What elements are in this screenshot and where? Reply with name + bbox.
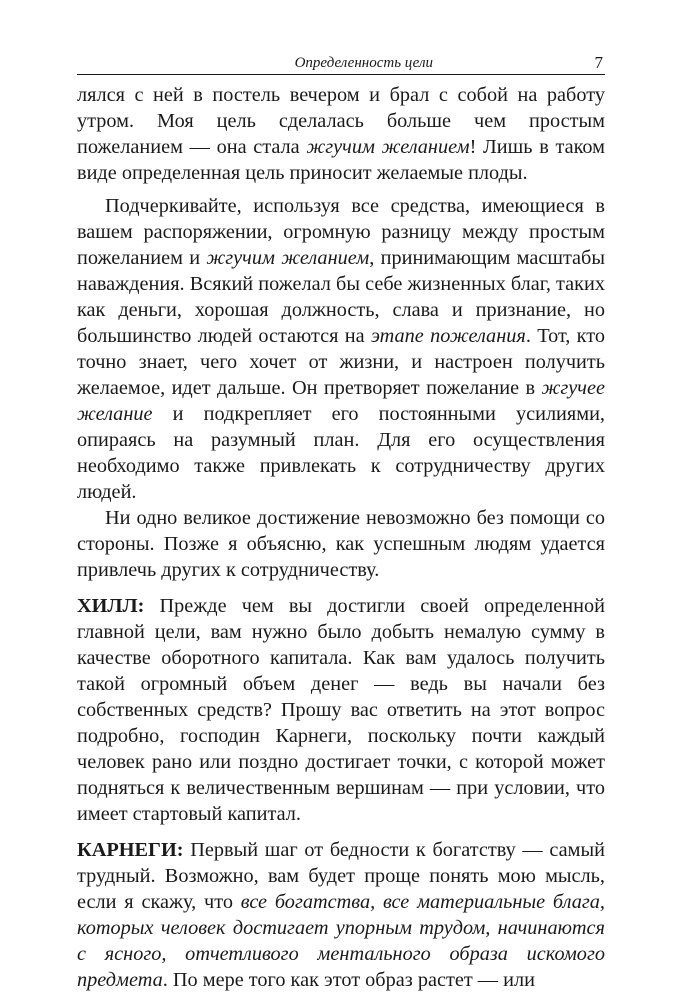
book-page	[77, 50, 605, 993]
paragraph	[77, 593, 605, 827]
page-number: 7	[594, 53, 603, 72]
emphasis-text: все богатства, все материальные блага, которых человек достигает упорным трудом, начинаются с ясного, отчетливого ментального образа искомого предмета	[77, 891, 605, 991]
text-run: Подчеркивайте, используя все средства, имеющиеся в вашем распоряжении, огромную разницу между простым пожеланием и	[77, 195, 605, 269]
paragraph	[77, 82, 605, 186]
speaker-label: ХИЛЛ:	[77, 595, 145, 617]
emphasis-text: жгучим желанием	[206, 247, 370, 269]
text-run: , принимающим масштабы наваждения. Всякий пожелал бы себе жизненных благ, таких как деньги, хорошая должность, слава и признание, но большинство людей остаются на	[77, 247, 606, 347]
paragraph	[77, 837, 605, 993]
text-run: и подкрепляет его постоянными усилиями, опираясь на разумный план. Для его осуществления необходимо также привлекать к сотрудничеству других людей.	[77, 403, 605, 503]
emphasis-text: жгучим желанием	[306, 136, 470, 158]
text-run: Прежде чем вы достигли своей определенной главной цели, вам нужно было добыть немалую сумму в качестве оборотного капитала. Как вам удалось получить такой огромный объем денег — ведь вы начали без собственных средств? Прошу вас ответить на этот вопрос подробно, господин Карнеги, поскольку почти каждый человек рано или поздно достигает точки, с которой может подняться к величественным вершинам — при условии, что имеет стартовый капитал.	[77, 595, 605, 825]
text-run: лялся с ней в постель вечером и брал с собой на работу утром. Моя цель сделалась больше чем простым пожеланием — она стала	[77, 84, 605, 158]
page-header	[77, 50, 605, 75]
body-text	[77, 82, 605, 993]
speaker-label: КАРНЕГИ:	[77, 839, 184, 861]
emphasis-text: жгучее желание	[77, 377, 605, 425]
text-run: . По мере того как этот образ растет — или	[162, 969, 535, 991]
text-run: Ни одно великое достижение невозможно без помощи со стороны. Позже я объясню, как успешным людям удается привлечь других к сотрудничеству.	[77, 507, 605, 581]
text-run: . Тот, кто точно знает, чего хочет от жизни, и настроен получить желаемое, идет дальше. Он претворяет пожелание в	[77, 325, 606, 399]
paragraph	[77, 193, 605, 505]
emphasis-text: этапе пожелания	[370, 325, 526, 347]
paragraph	[77, 505, 605, 583]
text-run: Первый шаг от бедности к богатству — самый трудный. Возможно, вам будет проще понять мою мысль, если я скажу, что	[77, 839, 605, 913]
text-run: ! Лишь в таком виде определенная цель приносит желаемые плоды.	[77, 136, 605, 184]
running-title: Определенность цели	[294, 55, 433, 71]
